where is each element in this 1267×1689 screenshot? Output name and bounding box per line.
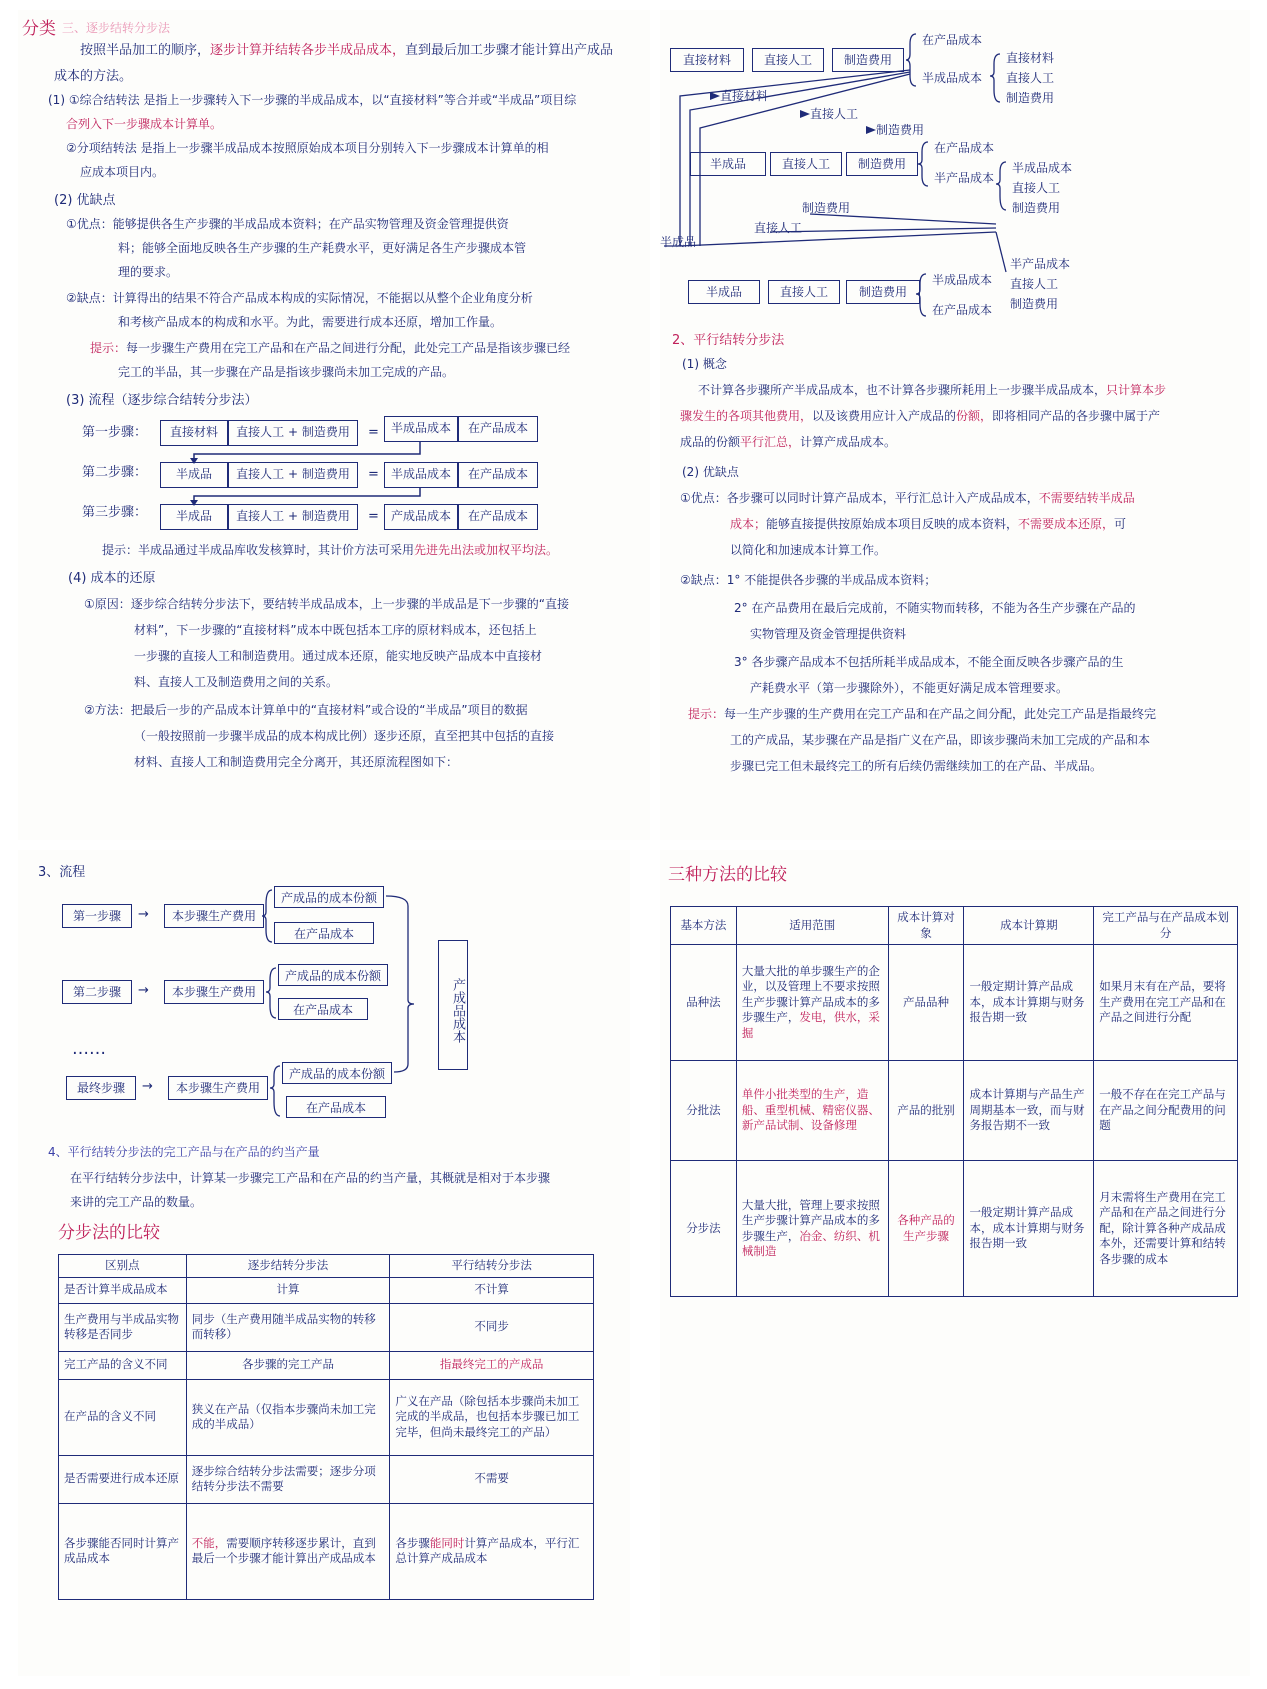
p4-header-row: [671, 907, 1238, 945]
row1-out-list-1: 直接人工: [1006, 71, 1055, 85]
dis-l1: 计算得出的结果不符合产品成本构成的实际情况，不能据以从整个企业角度分析: [112, 291, 533, 305]
restore-line-4: [810, 214, 996, 224]
p2-adv-l1: 各步骤可以同时计算产品成本，平行汇总计入产成品成本，: [726, 491, 1039, 505]
intro-part-1: 按照半品加工的顺序，: [80, 43, 211, 58]
concept-line-3: [680, 434, 896, 450]
row1-out-mid: 半成品成本: [922, 71, 983, 85]
r-m2: （一般按照前一步骤半成品的成本构成比例）逐步还原，直至把其中包括的直接: [134, 729, 555, 743]
c-l3-red: 平行汇总，: [740, 435, 801, 449]
s2-title: (2) 优缺点: [54, 193, 116, 208]
arrow2-label-1: 直接人工: [754, 221, 803, 235]
p3-s3-title: 3、流程: [38, 865, 86, 880]
row3-out-top: 半成品成本: [932, 273, 993, 287]
dis-label: ②缺点：: [66, 291, 113, 305]
p2-adv-l3: 以简化和加速成本计算工作。: [730, 543, 887, 557]
s1-b2: 应成本项目内。: [80, 165, 165, 179]
adv-l2: 料；能够全面地反映各生产步骤的生产耗费水平，更好满足各生产步骤成本管: [118, 241, 527, 255]
dis-l2: 和考核产品成本的构成和水平。为此，需要进行成本还原，增加工作量。: [118, 315, 503, 329]
p2-adv-l1-red: 不需要结转半成品: [1038, 491, 1135, 505]
flow-step1-label: 第一步骤：: [82, 425, 148, 440]
p2-tip-l2: 工的产成品，某步骤在产品是指广义在产品，即该步骤尚未加工完成的产品和本: [730, 733, 1151, 747]
p2-dis-1: 1° 不能提供各步骤的半成品成本资料；: [726, 573, 937, 587]
flow-arrowhead-1: [190, 458, 198, 464]
p2-dis-label: ②缺点：: [680, 573, 727, 587]
row-b-red: 能同时: [429, 1535, 465, 1550]
notes-page-3: [18, 850, 630, 1676]
flow-step3-c: 产成品成本: [384, 504, 458, 530]
row-b-pre: 各步骤: [395, 1535, 430, 1550]
flow-step2-b: 直接人工 + 制造费用: [228, 462, 358, 488]
table-row: [59, 1351, 594, 1379]
flow-step1-d: 在产品成本: [458, 416, 538, 442]
arrowhead-a: [710, 92, 720, 100]
adv-l1: 能够提供各生产步骤的半成品成本资料；在产品实物管理及资金管理提供资: [112, 217, 509, 231]
p3-s4-l1: 在平行结转分步法中，计算某一步骤完工产品和在产品的约当产量，其概就是相对于本步骤: [70, 1171, 551, 1185]
s3-title: (3) 流程（逐步综合结转分步法）: [66, 393, 258, 408]
flow-step2-label: 第二步骤：: [82, 465, 148, 480]
p4-row-period: 成本计算期与产品生产周期基本一致，而与财务报告期不一致: [964, 1061, 1094, 1161]
adv-l3: 理的要求。: [118, 265, 179, 279]
th-sequential: 逐步结转分步法: [186, 1255, 390, 1278]
page1-title-faded: 三、逐步结转分步法: [62, 21, 171, 35]
flow-arrow-2: [194, 488, 420, 504]
notes-page-2: [660, 10, 1250, 840]
p2-adv-l2-red2: 不需要成本还原，: [1018, 517, 1115, 531]
row2-out-list-0: 半成品成本: [1012, 161, 1073, 175]
row-a: [186, 1503, 390, 1599]
row-b: 不需要: [390, 1455, 594, 1503]
intro-line-2: 成本的方法。: [54, 69, 133, 84]
row3-out-list-1: 直接人工: [1010, 277, 1059, 291]
comparison-table-three-methods: [670, 906, 1238, 1297]
s1-title: (1) ①综合结转法 是指上一步骤转入下一步骤的半成品成本，以“直接材料”等合并或“半成品”项目综: [48, 93, 577, 107]
restore-arrows: [660, 10, 1250, 340]
r-l2: 材料”，下一步骤的“直接材料”成本中既包括本工序的原材料成本，还包括上: [134, 623, 537, 637]
arrow1-label-2: 制造费用: [876, 123, 925, 137]
p3-s4-l2: 来讲的完工产品的数量。: [70, 1195, 203, 1209]
p3-step2-o2: 在产品成本: [278, 998, 368, 1020]
restore-line-6: [680, 232, 996, 246]
p2-adv-l2: 能够直接提供按原始成本项目反映的成本资料，: [766, 517, 1019, 531]
flow-step3-label: 第三步骤：: [82, 505, 148, 520]
row2-b: 直接人工: [770, 152, 842, 176]
p3-step1-arrow: →: [138, 907, 149, 922]
row-key: 各步骤能否同时计算产成品成本: [59, 1503, 187, 1599]
p4-row-period: 一般定期计算产品成本，成本计算期与财务报告期一致: [964, 945, 1094, 1061]
r-l1: 逐步综合结转分步法下，要结转半成品成本，上一步骤的半成品是下一步骤的“直接: [130, 597, 569, 611]
p3-step3-o1: 产成品的成本份额: [282, 1062, 392, 1084]
s4-title: (4) 成本的还原: [68, 571, 156, 586]
row-key: 在产品的含义不同: [59, 1379, 187, 1455]
p2-tip-l3: 步骤已完工但未最终完工的所有后续仍需继续加工的在产品、半成品。: [730, 759, 1103, 773]
row1-out-list-0: 直接材料: [1006, 51, 1055, 65]
row-key: 是否需要进行成本还原: [59, 1455, 187, 1503]
table-row: [59, 1455, 594, 1503]
flow-step1-c: 半成品成本: [384, 416, 458, 442]
c-l3: 成品的份额: [680, 435, 741, 449]
row-a: 各步骤的完工产品: [186, 1351, 390, 1379]
row2-a: 半成品: [690, 152, 766, 176]
row2-list-brace: [996, 162, 1006, 210]
c-l2b: 即将相同产品的各步骤中属于产: [992, 409, 1161, 423]
p3-cmp-title: 分步法的比较: [58, 1223, 160, 1243]
p3-step1-o1: 产成品的成本份额: [274, 886, 384, 908]
p3-step1-label: 第一步骤: [62, 904, 132, 928]
p3-step3-label: 最终步骤: [66, 1076, 136, 1100]
p4-row-split: 月末需将生产费用在完工产品和在产品之间进行分配，除计算各种产成品成本外，还需要计算和结转各步骤的成本: [1094, 1161, 1238, 1297]
r-method-label: ②方法：: [84, 703, 131, 717]
p3-step3-o2: 在产品成本: [286, 1096, 386, 1118]
row3-brace: [916, 274, 926, 316]
page1-title-prefix: 分类: [22, 19, 56, 39]
th-parallel: 平行结转分步法: [390, 1255, 594, 1278]
p2-dis-2b: 实物管理及资金管理提供资料: [750, 627, 907, 641]
row2-c: 制造费用: [846, 152, 918, 176]
flow-step2-c: 半成品成本: [384, 462, 458, 488]
arrow2-label-0: 制造费用: [802, 201, 851, 215]
r-m1: 把最后一步的产品成本计算单中的“直接材料”或合设的“半成品”项目的数据: [130, 703, 528, 717]
table-row: [59, 1277, 594, 1303]
row-b-text: 计算产品成本，平行汇总计算产成品成本: [395, 1535, 580, 1566]
r-line-1: [84, 596, 569, 612]
p3-step3-arrow: →: [142, 1079, 153, 1094]
p4-row-obj: 各种产品的生产步骤: [888, 1161, 964, 1297]
row2-brace: [918, 142, 928, 186]
row-b: 广义在产品（除包括本步骤尚未加工完成的半成品，也包括本步骤已加工完毕，但尚未最终完工的产品）: [390, 1379, 594, 1455]
row3-b: 直接人工: [768, 280, 840, 304]
p4-row-obj: 产品品种: [888, 945, 964, 1061]
row-a: 狭义在产品（仅指本步骤尚未加工完成的半成品）: [186, 1379, 390, 1455]
p4-th-period: 成本计算期: [964, 907, 1094, 945]
table-row: [671, 1161, 1238, 1297]
arrow1-label-0: 直接材料: [720, 89, 769, 103]
row1-out-top: 在产品成本: [922, 33, 983, 47]
p3-brace-3: [270, 1066, 280, 1116]
flow-arrow-1: [194, 442, 420, 462]
s1-b: ②分项结转法 是指上一步骤半成品成本按照原始成本项目分别转入下一步骤成本计算单的相: [66, 141, 549, 155]
p4-row-name: 品种法: [671, 945, 737, 1061]
table-row: [671, 1061, 1238, 1161]
flow-step2-a: 半成品: [160, 462, 228, 488]
p2-adv-line-1: [680, 490, 1135, 506]
restore-line-1: [664, 70, 910, 246]
r-method-line-1: [84, 702, 528, 718]
p3-final-box: 产成品成本: [438, 940, 468, 1070]
restore-line-5: [770, 228, 996, 232]
row-b: 不计算: [390, 1277, 594, 1303]
p2-dis-3b: 产耗费水平（第一步骤除外），不能更好满足成本管理要求。: [750, 681, 1069, 695]
p4-scope-red: 发电，供水，采掘: [741, 1010, 880, 1040]
p3-step2-o1: 产成品的成本份额: [278, 964, 388, 986]
tip-label: 提示：: [90, 341, 127, 355]
p3-step2-label: 第二步骤: [62, 980, 132, 1004]
c-l3b: 计算产成品成本。: [800, 435, 897, 449]
tip-l1: 每一步骤生产费用在完工产品和在产品之间进行分配，此处完工产品是指该步骤已经: [126, 341, 571, 355]
r-l3: 一步骤的直接人工和制造费用。通过成本还原，能实地反映产品成本中直接材: [134, 649, 543, 663]
p3-brace-1: [262, 890, 272, 942]
flow-step1-a: 直接材料: [160, 420, 228, 446]
p2-dis-2a: 2° 在产品费用在最后完成前，不随实物而转移，不能为各生产步骤在产品的: [734, 601, 1136, 615]
row-b: [390, 1503, 594, 1599]
p2-dis-3a: 3° 各步骤产品成本不包括所耗半成品成本，不能全面反映各步骤产品的生: [734, 655, 1124, 669]
row-a: 同步（生产费用随半成品实物的转移而转移）: [186, 1303, 390, 1351]
concept-title: (1) 概念: [682, 357, 727, 371]
flow-step3-d: 在产品成本: [458, 504, 538, 530]
flow-step2-d: 在产品成本: [458, 462, 538, 488]
flow-step3-b: 直接人工 + 制造费用: [228, 504, 358, 530]
p4-scope-red: 单件小批类型的生产，造船、重型机械、精密仪器、新产品试制、设备修理: [741, 1087, 880, 1133]
row2-out-list-2: 制造费用: [1012, 201, 1061, 215]
concept-line-2: [680, 408, 1160, 424]
p3-step1-o2: 在产品成本: [274, 922, 374, 944]
p2-s2-title: 2、平行结转分步法: [672, 333, 785, 348]
table-header-row: [59, 1255, 594, 1278]
row1-brace: [906, 34, 916, 86]
p2-tip-l1: 每一生产步骤的生产费用在完工产品和在产品之间分配，此处完工产品是指最终完: [724, 707, 1157, 721]
row1-c: 制造费用: [832, 48, 904, 72]
p3-flow-lines: [18, 850, 630, 1150]
p2-dis-line-1: [680, 572, 936, 588]
p3-step2-exp: 本步骤生产费用: [164, 980, 264, 1004]
flow-step3-eq: =: [368, 509, 379, 524]
p4-row-scope: [736, 1161, 888, 1297]
table-row: [59, 1379, 594, 1455]
row-a: 计算: [186, 1277, 390, 1303]
p2-tip-line-1: [688, 706, 1156, 722]
row3-a: 半成品: [688, 280, 760, 304]
row1-list-brace: [990, 54, 1000, 102]
notes-page-1: [18, 10, 650, 840]
row-key: 是否计算半成品成本: [59, 1277, 187, 1303]
r-l4: 料、直接人工及制造费用之间的关系。: [134, 675, 339, 689]
p2-adv-l2b: 可: [1114, 517, 1127, 531]
flow-arrowhead-2: [190, 500, 198, 506]
p3-dots: ……: [72, 1039, 106, 1059]
row-a: 逐步综合结转分步法需要；逐步分项结转分步法不需要: [186, 1455, 390, 1503]
row-key: 生产费用与半成品实物转移是否同步: [59, 1303, 187, 1351]
p3-step2-arrow: →: [138, 983, 149, 998]
r-m3: 材料、直接人工和制造费用完全分离开，其还原流程图如下：: [134, 755, 459, 769]
pc-title: (2) 优缺点: [682, 465, 739, 479]
p4-row-scope: [736, 945, 888, 1061]
p3-step1-exp: 本步骤生产费用: [164, 904, 264, 928]
p2-adv-l2-red: 成本；: [730, 517, 767, 531]
row-key: 完工产品的含义不同: [59, 1351, 187, 1379]
arrow1-label-1: 直接人工: [810, 107, 859, 121]
row3-c: 制造费用: [846, 280, 920, 304]
flow-tip-text: 提示：半成品通过半成品库收发核算时，其计价方法可采用: [102, 543, 415, 557]
p4-row-split: 一般不存在在完工产品与在产品之间分配费用的问题: [1094, 1061, 1238, 1161]
s1-cont: 合列入下一步骤成本计算单。: [66, 117, 223, 131]
p4-row-obj: 产品的批别: [888, 1061, 964, 1161]
row3-out-bot: 在产品成本: [932, 303, 993, 317]
c-l1: 不计算各步骤所产半成品成本，也不计算各步骤所耗用上一步骤半成品成本，: [698, 383, 1107, 397]
p4-row-scope: [736, 1061, 888, 1161]
flow-step1-eq: =: [368, 425, 379, 440]
adv-label: ①优点：: [66, 217, 113, 231]
table-row: [671, 945, 1238, 1061]
row-b: 不同步: [390, 1303, 594, 1351]
row3-out-list-2: 制造费用: [1010, 297, 1059, 311]
p4-th-split: 完工产品与在产品成本划分: [1094, 907, 1238, 945]
p4-row-name: 分批法: [671, 1061, 737, 1161]
concept-line-1: [698, 382, 1166, 398]
row1-a: 直接材料: [670, 48, 744, 72]
p2-adv-line-2: [730, 516, 1126, 532]
notes-page-4: [660, 850, 1250, 1676]
row1-out-list-2: 制造费用: [1006, 91, 1055, 105]
p4-th-scope: 适用范围: [736, 907, 888, 945]
tip-l2: 完工的半品，其一步骤在产品是指该步骤尚未加工完成的产品。: [118, 365, 455, 379]
p4-row-name: 分步法: [671, 1161, 737, 1297]
p4-th-method: 基本方法: [671, 907, 737, 945]
intro-part-3: 直到最后加工步骤才能计算出产成品: [405, 43, 614, 58]
p4-scope-red: 冶金、纺织、机械制造: [741, 1228, 880, 1259]
p3-s4-title: 4、平行结转分步法的完工产品与在产品的约当产量: [48, 1145, 320, 1159]
p3-big-brace: [386, 896, 414, 1072]
p2-adv-label: ①优点：: [680, 491, 727, 505]
c-l2: 以及该费用应计入产成品的: [812, 409, 957, 423]
flow-step3-a: 半成品: [160, 504, 228, 530]
row2-out-list-1: 直接人工: [1012, 181, 1061, 195]
c-l2-red2: 份额，: [956, 409, 993, 423]
th-diff: 区别点: [59, 1255, 187, 1278]
p4-scope-text: 大量大批，管理上要求按照生产步骤计算产品成本的多步骤生产，: [741, 1197, 880, 1243]
restore-line-2: [690, 72, 910, 246]
flow-tip-red: 先进先出法或加权平均法。: [414, 543, 559, 557]
p4-th-object: 成本计算对象: [888, 907, 964, 945]
row2-out-top: 在产品成本: [934, 141, 995, 155]
table-row: [59, 1303, 594, 1351]
r-reason-label: ①原因：: [84, 597, 131, 611]
row1-b: 直接人工: [752, 48, 824, 72]
p4-scope-text: 大量大批的单步骤生产的企业，以及管理上不要求按照生产步骤计算产品成本的多步骤生产，: [741, 963, 880, 1025]
arrow2-label-2: 半成品: [660, 235, 697, 249]
p4-row-split: 如果月末有在产品，要将生产费用在完工产品和在产品之间进行分配: [1094, 945, 1238, 1061]
row3-out-list-0: 半产品成本: [1010, 257, 1071, 271]
c-l1-red: 只计算本步: [1106, 383, 1167, 397]
row2-out-mid: 半产品成本: [934, 171, 995, 185]
arrowhead-c: [866, 126, 876, 134]
c-l2-red: 骤发生的各项其他费用，: [680, 409, 813, 423]
row-b: 指最终完工的产成品: [390, 1351, 594, 1379]
row-a-text: 需要顺序转移逐步累计，直到最后一个步骤才能计算出产成品成本: [191, 1535, 376, 1566]
table-row: [59, 1503, 594, 1599]
p3-step3-exp: 本步骤生产费用: [168, 1076, 268, 1100]
restore-line-7: [996, 232, 1006, 272]
p2-tip-label: 提示：: [688, 707, 725, 721]
intro-part-2: 逐步计算并结转各步半成品成本，: [210, 43, 406, 58]
flow-step1-b: 直接人工 + 制造费用: [228, 420, 358, 446]
row-a-red: 不能，: [191, 1535, 227, 1550]
p4-title: 三种方法的比较: [668, 865, 787, 885]
p3-brace-2: [266, 968, 276, 1018]
flow-tip: [102, 542, 558, 558]
restore-line-3: [700, 74, 910, 246]
flow-step2-eq: =: [368, 467, 379, 482]
comparison-table-two-methods: [58, 1254, 594, 1600]
arrowhead-b: [800, 110, 810, 118]
p4-row-period: 一般定期计算产品成本，成本计算期与财务报告期一致: [964, 1161, 1094, 1297]
